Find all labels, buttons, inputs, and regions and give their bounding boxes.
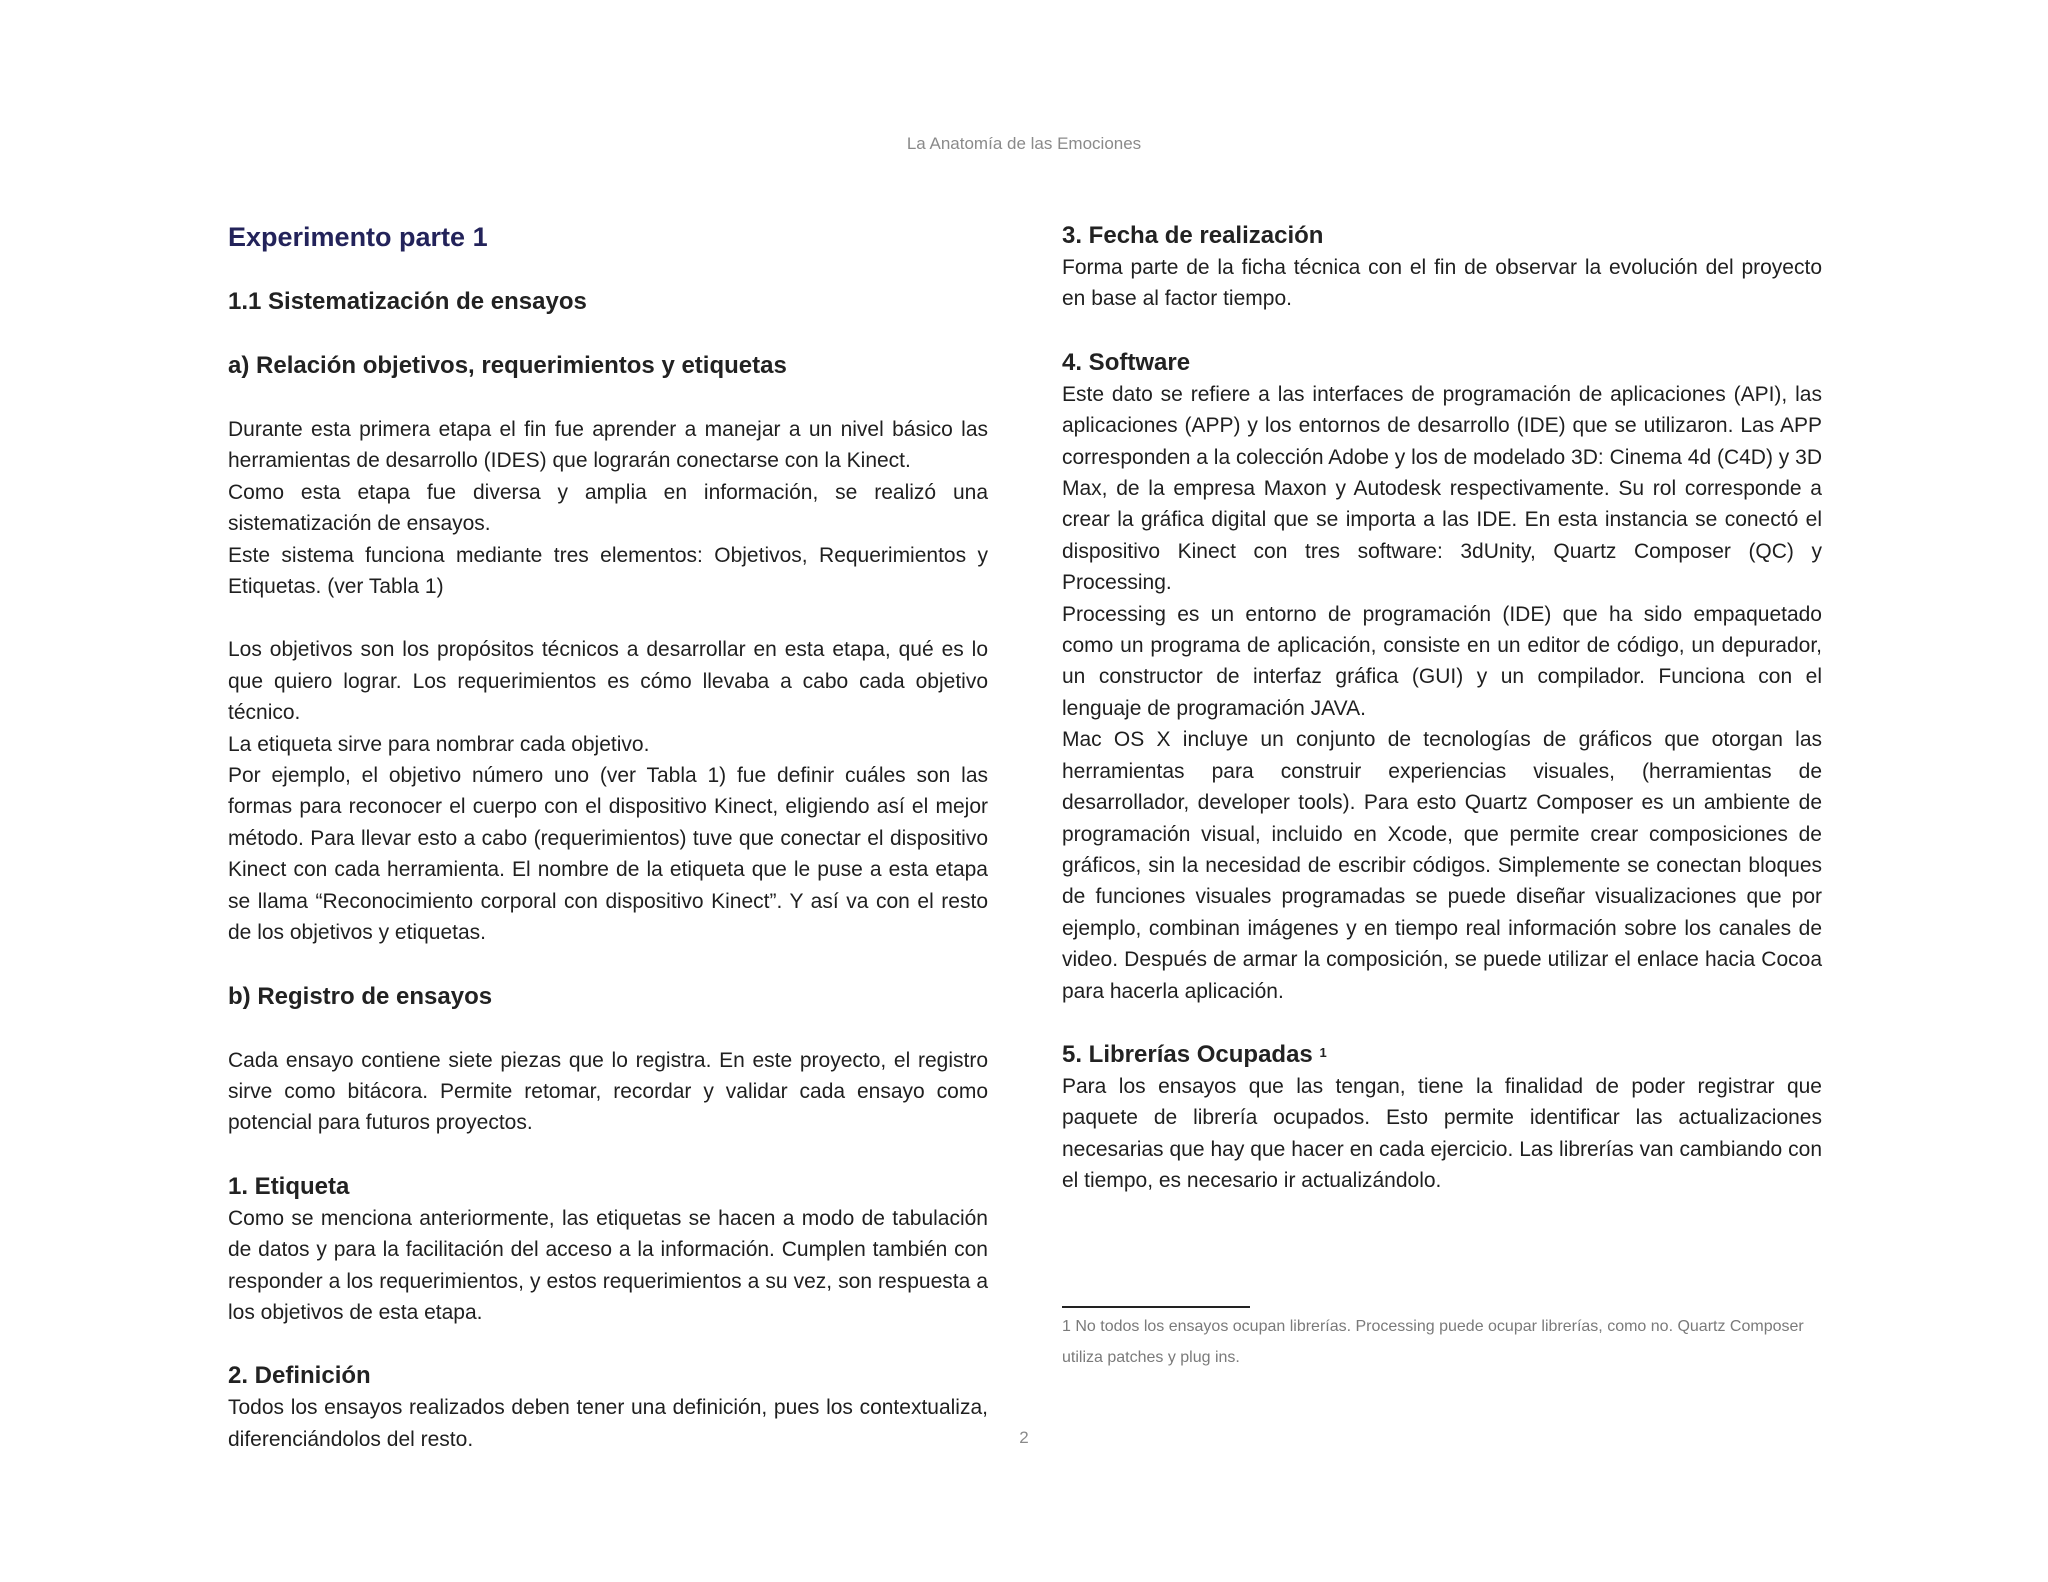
paragraph: Durante esta primera etapa el fin fue aprender a manejar a un nivel básico las herramientas de desarrollo (IDES) que lograrán conectarse con la Kinect. bbox=[228, 418, 988, 473]
subsection-heading-a: a) Relación objetivos, requerimientos y etiquetas bbox=[228, 352, 787, 379]
page-number: 2 bbox=[1019, 1428, 1029, 1447]
chapter-title: Experimento parte 1 bbox=[228, 222, 488, 252]
paragraph: Processing es un entorno de programación (IDE) que ha sido empaquetado como un programa de aplicación, consiste en un editor de código, un depurador, un constructor de interfaz gráfica (GUI) y un compilador. Funciona con el lenguaje de programación JAVA. bbox=[1062, 602, 1822, 720]
item-heading-software: 4. Software bbox=[1062, 348, 1191, 376]
footnote: 1 No todos los ensayos ocupan librerías. Processing puede ocupar librerías, como no. Quartz Composer utiliza patches y plug ins. bbox=[1062, 1318, 1804, 1366]
running-header: La Anatomía de las Emociones bbox=[906, 134, 1142, 153]
paragraph: Mac OS X incluye un conjunto de tecnologías de gráficos que otorgan las herramientas para construir experiencias visuales, (herramientas de desarrollador, developer tools). Para esto Quartz Composer es un ambiente de programación visual, incluido en Xcode, que permite crear composiciones de gráficos, sin la necesidad de escribir códigos. Simplemente se conectan bloques de funciones visuales programadas se puede diseñar visualizaciones que por ejemplo, combinan imágenes y en tiempo real información sobre los canales de video. Después de armar la composición, se puede utilizar el enlace hacia Cocoa para hacerla aplicación. bbox=[1062, 728, 1822, 1003]
paragraph: Por ejemplo, el objetivo número uno (ver Tabla 1) fue definir cuáles son las formas para reconocer el cuerpo con el dispositivo Kinect, eligiendo así el mejor método. Para llevar esto a cabo (requerimientos) tuve que conectar el dispositivo Kinect con cada herramienta. El nombre de la etiqueta que le puse a esta etapa se llama “Reconocimiento corporal con dispositivo Kinect”. Y así va con el resto de los objetivos y etiquetas. bbox=[228, 764, 988, 945]
item-heading-etiqueta: 1. Etiqueta bbox=[228, 1172, 350, 1200]
paragraph: Cada ensayo contiene siete piezas que lo registra. En este proyecto, el registro sirve como bitácora. Permite retomar, recordar y validar cada ensayo como potencial para futuros proyectos. bbox=[228, 1048, 988, 1135]
paragraph: Este dato se refiere a las interfaces de programación de aplicaciones (API), las aplicaciones (APP) y los entornos de desarrollo (IDE) que se utilizaron. Las APP corresponden a la colección Adobe y los de modelado 3D: Cinema 4d (C4D) y 3D Max, de la empresa Maxon y Autodesk respectivamente. Su rol corresponde a crear la gráfica digital que se importa a las IDE. En esta instancia se conectó el dispositivo Kinect con tres software: 3dUnity, Quartz Composer (QC) y Processing. bbox=[1062, 382, 1822, 595]
paragraph: Como se menciona anteriormente, las etiquetas se hacen a modo de tabulación de datos y para la facilitación del acceso a la información. Cumplen también con responder a los requerimientos, y estos requerimientos a su vez, son respuesta a los objetivos de esta etapa. bbox=[228, 1206, 988, 1324]
paragraph: Para los ensayos que las tengan, tiene la finalidad de poder registrar que paquete de librería ocupados. Esto permite identificar las actualizaciones necesarias que hay que hacer en cada ejercicio. Las librerías van cambiando con el tiempo, es necesario ir actualizándolo. bbox=[1062, 1074, 1822, 1193]
item-heading-fecha: 3. Fecha de realización bbox=[1062, 222, 1324, 249]
left-column bbox=[228, 220, 988, 1455]
item-heading-librerias bbox=[1062, 1039, 1822, 1071]
paragraph: Forma parte de la ficha técnica con el fin de observar la evolución del proyecto en base al factor tiempo. bbox=[1062, 256, 1822, 311]
right-column bbox=[1062, 220, 1822, 1197]
item-heading-librerias-text: 5. Librerías Ocupadas bbox=[1062, 1040, 1313, 1068]
paragraph: Los objetivos son los propósitos técnicos a desarrollar en esta etapa, qué es lo que quiero lograr. Los requerimientos es cómo llevaba a cabo cada objetivo técnico. bbox=[228, 638, 988, 725]
paragraph: Todos los ensayos realizados deben tener una definición, pues los contextualiza, diferenciándolos del resto. bbox=[228, 1396, 988, 1451]
paragraph: Este sistema funciona mediante tres elementos: Objetivos, Requerimientos y Etiquetas. (ver Tabla 1) bbox=[228, 543, 988, 599]
footnote-reference[interactable]: 1 bbox=[1319, 1044, 1327, 1060]
paragraph: Como esta etapa fue diversa y amplia en información, se realizó una sistematización de ensayos. bbox=[228, 480, 988, 536]
footnote-divider bbox=[1062, 1306, 1250, 1308]
paragraph: La etiqueta sirve para nombrar cada objetivo. bbox=[228, 732, 650, 756]
section-heading: 1.1 Sistematización de ensayos bbox=[228, 288, 587, 315]
item-heading-definicion: 2. Definición bbox=[228, 1362, 371, 1390]
subsection-heading-b: b) Registro de ensayos bbox=[228, 982, 493, 1010]
